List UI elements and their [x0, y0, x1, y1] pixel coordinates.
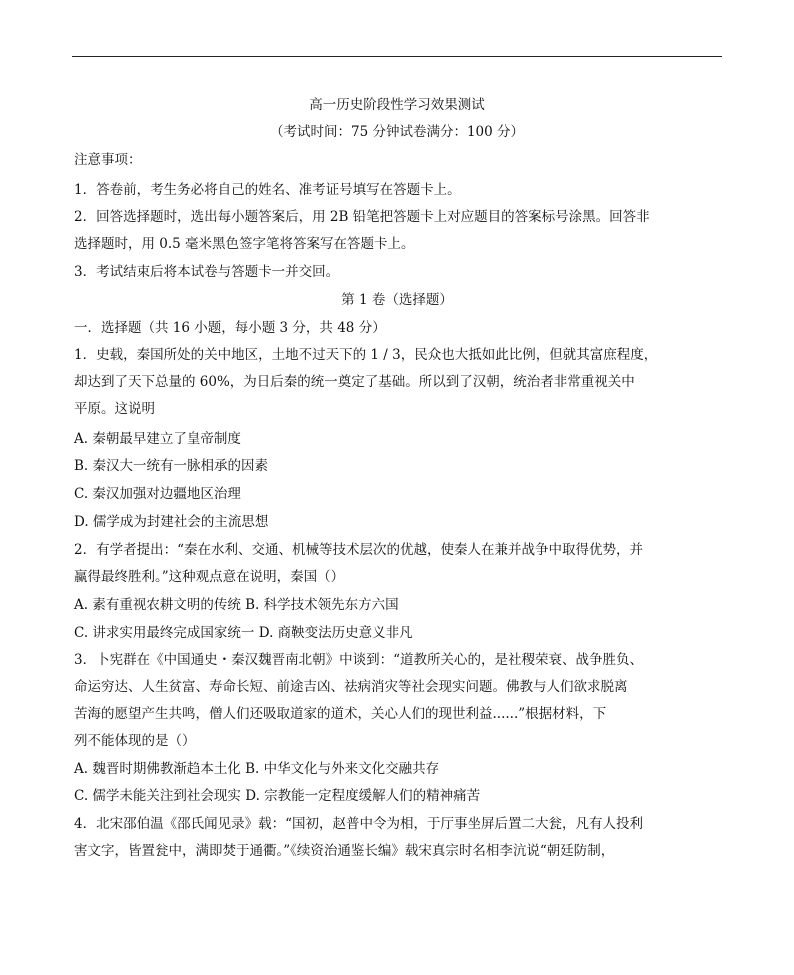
question-4-text: 害文字，皆置瓮中，满即焚于通衢。”《续资治通鉴长编》载宋真宗时名相李沆说“朝廷防制，	[74, 843, 615, 859]
notice-item: 1．答卷前，考生务必将自己的姓名、准考证号填写在答题卡上。	[74, 182, 461, 198]
notice-item: 3．考试结束后将本试卷与答题卡一并交回。	[74, 264, 340, 280]
question-2-options-ab: A. 素有重视农耕文明的传统 B. 科学技术领先东方六国	[74, 597, 399, 613]
header-rule	[72, 56, 722, 57]
question-1-option-a: A. 秦朝最早建立了皇帝制度	[74, 431, 241, 447]
notice-item: 选择题时，用 0.5 毫米黑色签字笔将答案写在答题卡上。	[74, 236, 415, 252]
notice-heading: 注意事项：	[74, 152, 142, 168]
question-1-option-d: D. 儒学成为封建社会的主流思想	[74, 514, 269, 530]
exam-info: （考试时间：75 分钟试卷满分：100 分）	[269, 124, 525, 140]
question-3-text: 列不能体现的是（）	[74, 733, 196, 749]
question-3-options-cd: C. 儒学未能关注到社会现实 D. 宗教能一定程度缓解人们的精神痛苦	[74, 788, 481, 804]
question-3-options-ab: A. 魏晋时期佛教渐趋本土化 B. 中华文化与外来文化交融共存	[74, 761, 440, 777]
page-title: 高一历史阶段性学习效果测试	[309, 97, 485, 113]
question-3-text: 苦海的愿望产生共鸣，僧人们还吸取道家的道术，关心人们的现世利益......”根据材料，下	[74, 706, 607, 722]
question-3-text: 命运穷达、人生贫富、寿命长短、前途吉凶、祛病消灾等社会现实问题。佛教与人们欲求脱离	[74, 679, 628, 695]
question-4-text: 4．北宋邵伯温《邵氏闻见录》载：“国初，赵普中令为相，于厅事坐屏后置二大瓮，凡有人投利	[74, 816, 643, 832]
question-2-options-cd: C. 讲求实用最终完成国家统一 D. 商鞅变法历史意义非凡	[74, 625, 413, 641]
question-2-text: 赢得最终胜利。”这种观点意在说明，秦国（）	[74, 569, 345, 585]
notice-item: 2．回答选择题时，选出每小题答案后，用 2B 铅笔把答题卡上对应题目的答案标号涂黑。回答非	[74, 209, 650, 225]
question-3-text: 3．卜宪群在《中国通史・秦汉魏晋南北朝》中谈到：“道教所关心的，是社稷荣衰、战争胜负、	[74, 652, 643, 668]
question-1-option-b: B. 秦汉大一统有一脉相承的因素	[74, 458, 269, 474]
question-1-text: 平原。这说明	[74, 401, 155, 417]
question-1-text: 1．史载，秦国所处的关中地区，土地不过天下的 1 / 3，民众也大抵如此比例，但就其富庶程度，	[74, 347, 658, 363]
section-title: 第 1 卷（选择题）	[341, 292, 453, 308]
question-2-text: 2．有学者提出：“秦在水利、交通、机械等技术层次的优越，使秦人在兼并战争中取得优势，并	[74, 542, 643, 558]
question-1-text: 却达到了天下总量的 60%，为日后秦的统一奠定了基础。所以到了汉朝，统治者非常重视关中	[74, 374, 635, 390]
question-1-option-c: C. 秦汉加强对边疆地区治理	[74, 486, 241, 502]
section-intro: 一．选择题（共 16 小题，每小题 3 分，共 48 分）	[74, 320, 386, 336]
